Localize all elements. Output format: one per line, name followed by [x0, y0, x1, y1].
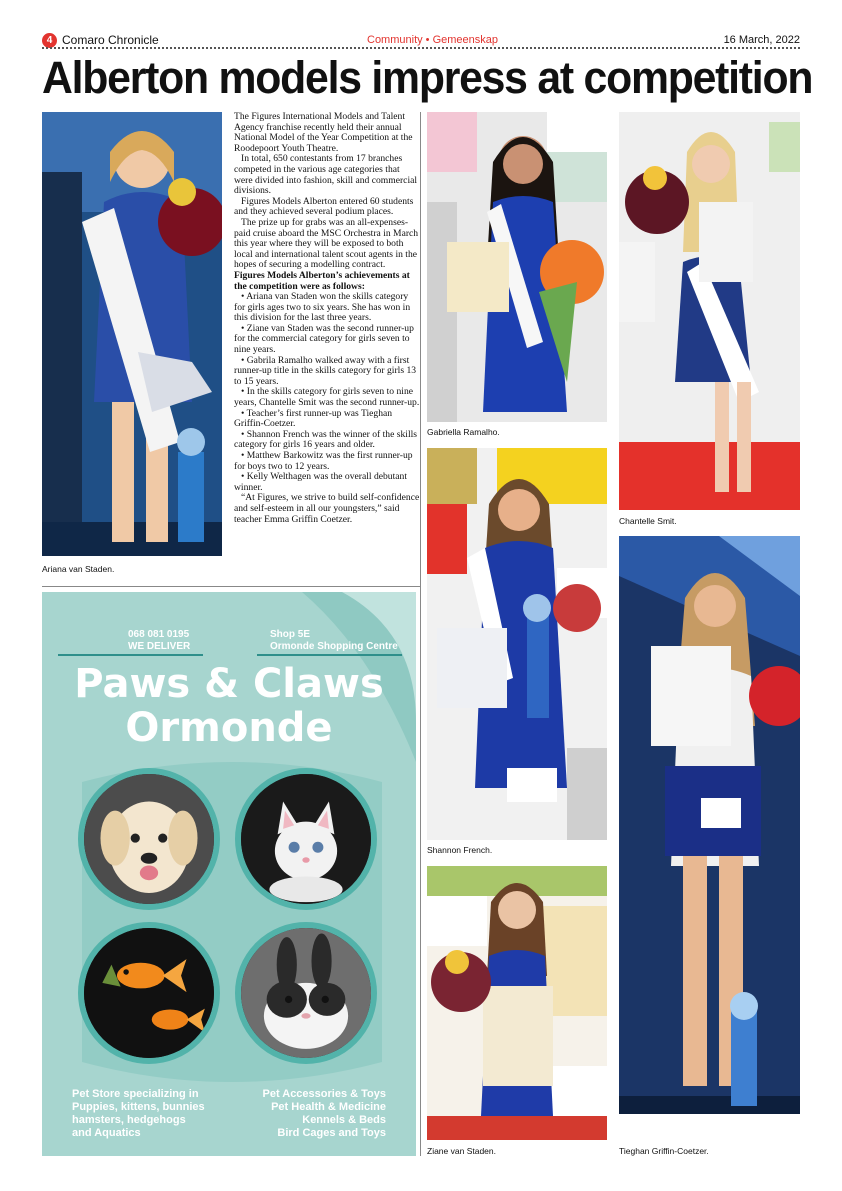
- ad-contact: [128, 629, 190, 653]
- article-paragraph: In total, 650 contestants from 17 branches competed in the various age categories that were divided into fashion, skill and commercial divisions.: [234, 153, 418, 197]
- ad-service-line: Puppies, kittens, bunnies: [72, 1101, 205, 1113]
- article-paragraph: The Figures International Models and Talent Agency franchise recently held their annual National Model of the Year Competition at the Roodepoort Youth Theatre.: [234, 112, 413, 154]
- ad-rule-right: [257, 654, 402, 656]
- column-divider: [420, 112, 421, 1156]
- achievement-item: • Kelly Welthagen was the overall debutant winner.: [234, 471, 407, 493]
- ad-services-left: [72, 1088, 205, 1140]
- ad-rule-left: [58, 654, 203, 656]
- goldfish-icon: [78, 922, 220, 1064]
- bunny-icon: [235, 922, 377, 1064]
- ad-delivery-note: WE DELIVER: [128, 641, 191, 652]
- ad-service-line: Pet Health & Medicine: [271, 1101, 386, 1113]
- pet-store-advert: [42, 592, 416, 1156]
- achievement-item: • Matthew Barkowitz was the first runner-up for boys two to 12 years.: [234, 450, 413, 472]
- ad-service-line: Kennels & Beds: [302, 1114, 386, 1126]
- ad-phone-number[interactable]: 068 081 0195: [128, 629, 190, 640]
- publication-name: Comaro Chronicle: [62, 33, 159, 47]
- photo-caption: Ziane van Staden.: [427, 1146, 496, 1156]
- photo-ariana: [42, 112, 222, 556]
- ad-title-line: Ormonde: [125, 705, 333, 751]
- photo-chantelle: [619, 112, 800, 510]
- achievements-heading: Figures Models Alberton’s achievements at the competition were as follows:: [234, 269, 410, 292]
- ad-service-line: Bird Cages and Toys: [277, 1127, 386, 1139]
- achievement-item: • In the skills category for girls seven to nine years, Chantelle Smit was the second runner-up.: [234, 386, 420, 409]
- photo-caption: Tieghan Griffin-Coetzer.: [619, 1146, 709, 1156]
- puppy-icon: [78, 768, 220, 910]
- photo-tieghan: [619, 536, 800, 1114]
- kitten-icon: [235, 768, 377, 910]
- ad-service-line: Pet Accessories & Toys: [262, 1088, 386, 1100]
- photo-caption: Chantelle Smit.: [619, 516, 677, 526]
- achievement-item: • Shannon French was the winner of the skills category for girls 16 years and older.: [234, 428, 418, 451]
- ad-title-line: Paws & Claws: [74, 661, 384, 707]
- article-body: [234, 112, 420, 578]
- ad-service-line: hamsters, hedgehogs: [72, 1114, 186, 1126]
- photo-gabriella: [427, 112, 607, 422]
- ad-service-line: and Aquatics: [72, 1127, 141, 1139]
- photo-caption: Shannon French.: [427, 845, 493, 855]
- page-headline: Alberton models impress at competition: [42, 52, 813, 103]
- issue-date: 16 March, 2022: [723, 34, 800, 46]
- ad-shop-number: Shop 5E: [270, 629, 311, 640]
- article-quote: “At Figures, we strive to build self-confidence and self-esteem in all our youngsters,” said teacher Emma Griffin Coetzer.: [234, 492, 420, 525]
- page-number-badge: 4: [42, 33, 57, 48]
- achievement-item: • Teacher’s first runner-up was Tieghan Griffin-Coetzer.: [234, 407, 393, 430]
- achievement-item: • Ariana van Staden won the skills category for girls ages two to six years. She has won in this division for the last three years.: [234, 291, 411, 324]
- photo-caption: Gabriella Ramalho.: [427, 427, 500, 437]
- photo-shannon: [427, 448, 607, 840]
- achievement-item: • Gabrila Ramalho walked away with a first runner-up title in the skills category for girls 13 to 15 years.: [234, 354, 417, 387]
- ad-shopping-centre: Ormonde Shopping Centre: [270, 641, 398, 652]
- article-paragraph: Figures Models Alberton entered 60 students and they achieved several podium places.: [234, 195, 414, 218]
- ad-service-line: Pet Store specializing in: [72, 1088, 199, 1100]
- achievement-item: • Ziane van Staden was the second runner-up for the commercial category for girls seven to nine years.: [234, 322, 414, 356]
- header-rule: [42, 47, 800, 49]
- ad-location: [270, 629, 398, 653]
- ad-divider: [42, 586, 420, 587]
- page-header: [42, 33, 800, 47]
- photo-ziane: [427, 866, 607, 1140]
- ad-store-name: [42, 662, 416, 750]
- section-label: Community • Gemeenskap: [367, 34, 499, 46]
- photo-caption: Ariana van Staden.: [42, 564, 115, 574]
- ad-services-right: [262, 1088, 386, 1140]
- article-paragraph: The prize up for grabs was an all-expenses-paid cruise aboard the MSC Orchestra in March this year where they will be exposed to both local and international talent scout agents in the hopes of securing a modelling contract.: [234, 216, 419, 271]
